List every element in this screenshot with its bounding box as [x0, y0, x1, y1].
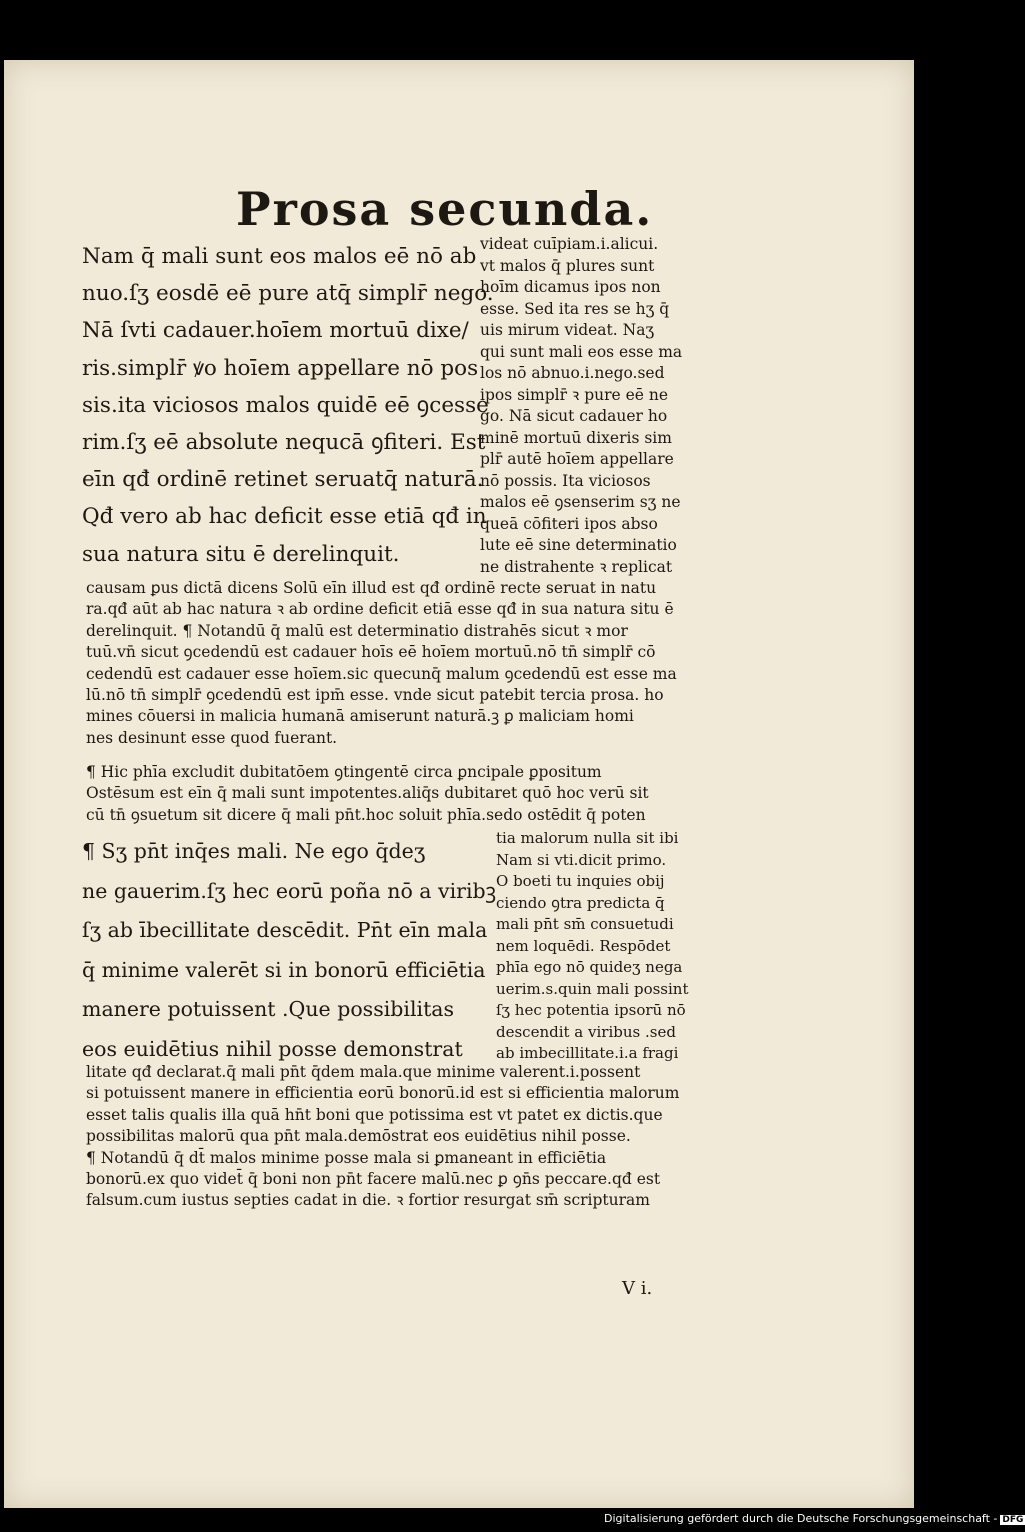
text-line: Nā ſvti cadauer.hoīem mortuū dixe/ [82, 318, 469, 344]
gloss-line: ab imbecillitate.i.a fragi [496, 1044, 679, 1062]
gloss-line: go. Nā sicut cadauer ho [480, 407, 668, 425]
commentary-line: lū.nō tn̄ simplr̄ ꝯcedendū est ipm̄ esse. vnde sicut patebit tercia prosa. ho [86, 686, 664, 705]
text-line: eos euidētius nihil posse demonstrat [82, 1036, 463, 1061]
gloss-line: ciendo ꝯtra predicta q̄ [496, 893, 665, 912]
commentary-line: Ostēsum est eīn q̄ mali sunt impotentes.aliq̄s dubitaret quō hoc verū sit [86, 784, 649, 803]
gloss-line: los nō abnuo.i.nego.sed [480, 364, 665, 382]
gloss-line: minē mortuū dixeris sim [480, 428, 672, 447]
text-line: ne gauerim.ſʒ hec eorū poña nō a viribꝫ [82, 878, 497, 903]
gloss-line: malos eē ꝯsenserim sʒ ne [480, 493, 681, 511]
gloss-line: uerim.s.quin mali possint [496, 979, 689, 998]
gloss-line: ne distrahente ꝛ replicat [480, 557, 673, 576]
gloss-line: tia malorum nulla sit ibi [496, 829, 679, 847]
gloss-line: descendit a viribus .sed [496, 1022, 676, 1041]
gloss-line: qui sunt mali eos esse ma [480, 342, 683, 361]
folio-signature: V i. [622, 1278, 653, 1299]
credit-text: Digitalisierung gefördert durch die Deutsche Forschungsgemeinschaft - [604, 1512, 998, 1525]
commentary-line: cedendū est cadauer esse hoīem.sic quecunq̄ malum ꝯcedendū est esse ma [86, 664, 677, 683]
text-line: ris.simplr̄ ꝟo hoīem appellare nō pos [82, 355, 479, 381]
gloss-block-2 [496, 828, 689, 1065]
gloss-line: vt malos q̄ plures sunt [480, 256, 655, 275]
text-line: q̄ minime valerēt si in bonorū efficiētia [82, 957, 486, 982]
text-line: Nam q̄ mali sunt eos malos eē nō ab [82, 244, 477, 269]
gloss-line: videat cuīpiam.i.alicui. [480, 235, 659, 253]
gloss-line: hoīm dicamus ipos non [480, 278, 661, 296]
commentary-line: mines cōuersi in malicia humanā amiserunt naturā.ꝫ ꝑ maliciam homi [86, 707, 634, 726]
text-line: manere potuissent .Que possibilitas [82, 997, 455, 1021]
gloss-line: plr̄ autē hoīem appellare [480, 450, 674, 468]
gloss-line: O boeti tu inquies obij [496, 872, 665, 890]
text-line: rim.ſʒ eē absolute nequcā ꝯfiteri. Est [82, 430, 486, 456]
commentary-block-2 [86, 762, 706, 826]
commentary-line: causam ꝑus dictā dicens Solū eīn illud est qđ ordinē recte seruat in natu [86, 579, 657, 597]
main-text-block-2 [82, 832, 497, 1069]
text-line: sua natura situ ē derelinquit. [82, 541, 400, 567]
commentary-line: nes desinunt esse quod fuerant. [86, 728, 338, 747]
gloss-line: Nam si vti.dicit primo. [496, 850, 667, 869]
commentary-line: ¶ Hic phīa excludit dubitatōem ꝯtingentē circa ꝑncipale ꝑpositum [86, 763, 602, 781]
page-title: Prosa secunda. [236, 182, 654, 236]
commentary-line: esset talis qualis illa quā hn̄t boni que potissima est vt patet ex dictis.que [86, 1105, 663, 1124]
main-text-block-1 [82, 238, 494, 573]
text-line: eīn qđ ordinē retinet seruatq̄ naturā. [82, 467, 484, 493]
gloss-line: nō possis. Ita viciosos [480, 471, 651, 490]
commentary-line: falsum.cum iustus septies cadat in die. ꝛ fortior resurgat sm̄ scripturam [86, 1191, 650, 1210]
text-line: Qđ vero ab hac deficit esse etiā qđ in [82, 504, 487, 530]
commentary-line: cū tn̄ ꝯsuetum sit dicere q̄ mali pn̄t.hoc soluit phīa.sedo ostēdit q̄ poten [86, 805, 646, 824]
digitization-credit [604, 1512, 1025, 1525]
commentary-line: tuū.vn̄ sicut ꝯcedendū est cadauer hoīs eē hoīem mortuū.nō tn̄ simplr̄ cō [86, 643, 656, 662]
commentary-line: litate qđ declarat.q̄ mali pn̄t q̄dem mala.que minime valerent.i.possent [86, 1063, 641, 1081]
gloss-line: mali pn̄t sm̄ consuetudi [496, 915, 674, 933]
gloss-line: ipos simplr̄ ꝛ pure eē ne [480, 385, 669, 404]
commentary-line: ra.qđ aūt ab hac natura ꝛ ab ordine deficit etiā esse qđ in sua natura situ ē [86, 600, 674, 619]
gloss-line: phīa ego nō quideʒ nega [496, 958, 683, 976]
gloss-line: esse. Sed ita res se hʒ q̄ [480, 299, 670, 318]
commentary-block-1 [86, 578, 706, 749]
gloss-line: queā cōfiteri ipos abso [480, 514, 658, 533]
gloss-line: uis mirum videat. Naʒ [480, 321, 655, 339]
gloss-block-1 [480, 234, 682, 578]
gloss-line: ſʒ hec potentia ipsorū nō [496, 1001, 686, 1019]
commentary-line: derelinquit. ¶ Notandū q̄ malū est determinatio distrahēs sicut ꝛ mor [86, 621, 628, 640]
commentary-line: si potuissent manere in efficientia eorū bonorū.id est si efficientia malorum [86, 1084, 680, 1103]
book-page [4, 60, 914, 1508]
gloss-line: lute eē sine determinatio [480, 536, 677, 554]
text-line: sis.ita viciosos malos quidē eē ꝯcesse [82, 392, 489, 418]
text-line: ſʒ ab ībecillitate descēdit. Pn̄t eīn mala [82, 918, 488, 942]
commentary-line: possibilitas malorū qua pn̄t mala.demōstrat eos euidētius nihil posse. [86, 1127, 631, 1146]
commentary-block-3 [86, 1062, 706, 1212]
text-line: nuo.ſʒ eosdē eē pure atq̄ simplr̄ nego. [82, 281, 494, 307]
commentary-line: ¶ Notandū q̄ dt̄ malos minime posse mala si ꝑmaneant in efficiētia [86, 1148, 607, 1167]
text-line: ¶ Sʒ pn̄t inq̄es mali. Ne ego q̄deʒ [82, 839, 426, 863]
dfg-logo: DFG [1002, 1515, 1024, 1525]
commentary-line: bonorū.ex quo videt̄ q̄ boni non pn̄t facere malū.nec ꝑ ꝯn̄s peccare.qđ est [86, 1170, 661, 1189]
gloss-line: nem loquēdi. Respōdet [496, 936, 671, 955]
